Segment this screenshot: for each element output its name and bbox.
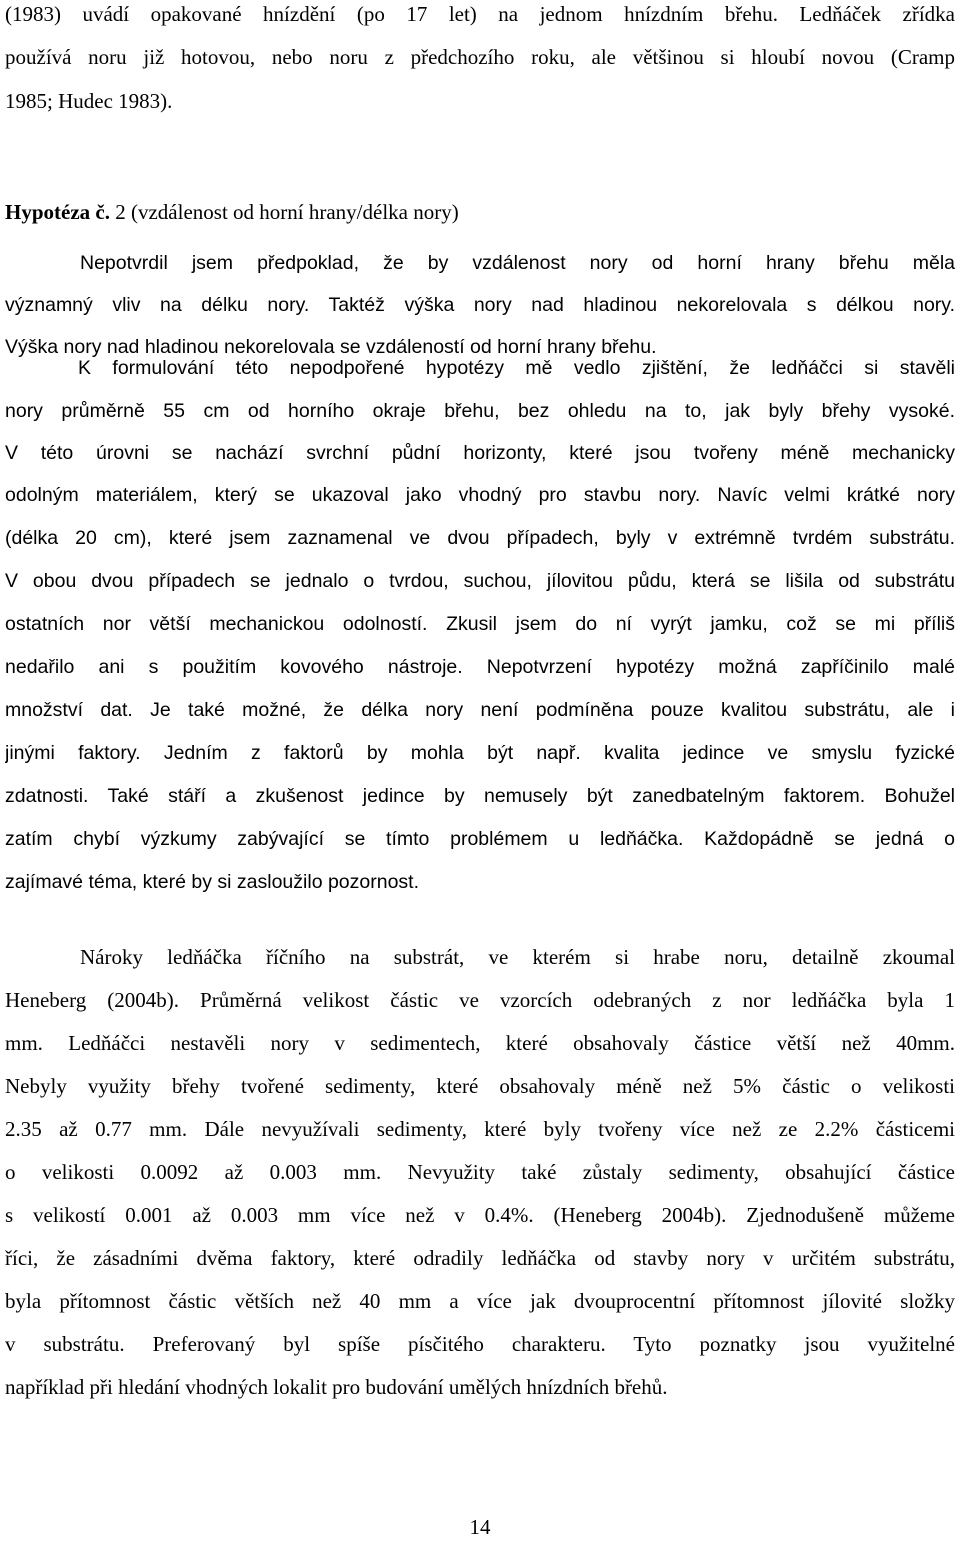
text-line: Nároky ledňáčka říčního na substrát, ve kterém si hrabe noru, detailně zkoumal — [80, 945, 955, 969]
hypothesis-heading — [5, 198, 955, 226]
text-line: jinými faktory. Jedním z faktorů by mohla být např. kvalita jedince ve smyslu fyzické — [5, 742, 955, 764]
text-line: byla přítomnost částic větších než 40 mm a více jak dvouprocentní přítomnost jílovité složky — [5, 1289, 955, 1313]
text-line: K formulování této nepodpořené hypotézy mě vedlo zjištění, že ledňáčci si stavěli — [78, 357, 955, 379]
text-line: V této úrovni se nachází svrchní půdní horizonty, které jsou tvořeny méně mechanicky — [5, 442, 955, 464]
text-line: o velikosti 0.0092 až 0.003 mm. Nevyužity také zůstaly sedimenty, obsahující částice — [5, 1160, 955, 1184]
text-line: Nebyly využity břehy tvořené sedimenty, které obsahovaly méně než 5% částic o velikosti — [5, 1074, 955, 1098]
heading-rest: 2 (vzdálenost od horní hrany/délka nory) — [109, 200, 459, 224]
text-line: nory průměrně 55 cm od horního okraje břehu, bez ohledu na to, jak byly břehy vysoké. — [5, 400, 955, 422]
text-line: významný vliv na délku nory. Taktéž výška nory nad hladinou nekorelovala s délkou nory. — [5, 294, 955, 316]
text-line: 1985; Hudec 1983). — [5, 89, 173, 113]
text-line: V obou dvou případech se jednalo o tvrdou, suchou, jílovitou půdu, která se lišila od substrátu — [5, 570, 955, 592]
text-line: používá noru již hotovou, nebo noru z předchozího roku, ale většinou si hloubí novou (Cramp — [5, 45, 955, 69]
heading-bold: Hypotéza č. — [5, 200, 110, 224]
text-line: například při hledání vhodných lokalit pro budování umělých hnízdních břehů. — [5, 1375, 668, 1399]
text-line: zatím chybí výzkumy zabývající se tímto problémem u ledňáčka. Každopádně se jedná o — [5, 828, 955, 850]
text-line: odolným materiálem, který se ukazoval jako vhodný pro stavbu nory. Navíc velmi krátké nory — [5, 484, 955, 506]
text-line: nedařilo ani s použitím kovového nástroje. Nepotvrzení hypotézy možná zapříčinilo malé — [5, 656, 955, 678]
text-line: zajímavé téma, které by si zasloužilo pozornost. — [5, 871, 420, 893]
text-line: ostatních nor větší mechanickou odolností. Zkusil jsem do ní vyrýt jamku, což se mi příliš — [5, 613, 955, 635]
page-number: 14 — [469, 1515, 491, 1539]
text-line: v substrátu. Preferovaný byl spíše písčitého charakteru. Tyto poznatky jsou využitelné — [5, 1332, 955, 1356]
text-line: 2.35 až 0.77 mm. Dále nevyužívali sedimenty, které byly tvořeny více než ze 2.2% částicemi — [5, 1117, 955, 1141]
text-line: (1983) uvádí opakované hnízdění (po 17 let) na jednom hnízdním břehu. Ledňáček zřídka — [5, 2, 955, 26]
text-line: mm. Ledňáčci nestavěli nory v sedimentech, které obsahovaly částice větší než 40mm. — [5, 1031, 955, 1055]
text-line: (délka 20 cm), které jsem zaznamenal ve dvou případech, byly v extrémně tvrdém substrátu. — [5, 527, 955, 549]
text-line: říci, že zásadními dvěma faktory, které odradily ledňáčka od stavby nory v určitém substrátu, — [5, 1246, 955, 1270]
text-line: množství dat. Je také možné, že délka nory není podmíněna pouze kvalitou substrátu, ale i — [5, 699, 955, 721]
text-line: zdatnosti. Také stáří a zkušenost jedince by nemusely být zanedbatelným faktorem. Bohužel — [5, 785, 955, 807]
text-line: s velikostí 0.001 až 0.003 mm více než v 0.4%. (Heneberg 2004b). Zjednodušeně můžeme — [5, 1203, 955, 1227]
text-line: Nepotvrdil jsem předpoklad, že by vzdálenost nory od horní hrany břehu měla — [80, 252, 955, 274]
text-line: Výška nory nad hladinou nekorelovala se vzdáleností od horní hrany břehu. — [5, 336, 657, 358]
text-line: Heneberg (2004b). Průměrná velikost částic ve vzorcích odebraných z nor ledňáčka byla 1 — [5, 988, 955, 1012]
